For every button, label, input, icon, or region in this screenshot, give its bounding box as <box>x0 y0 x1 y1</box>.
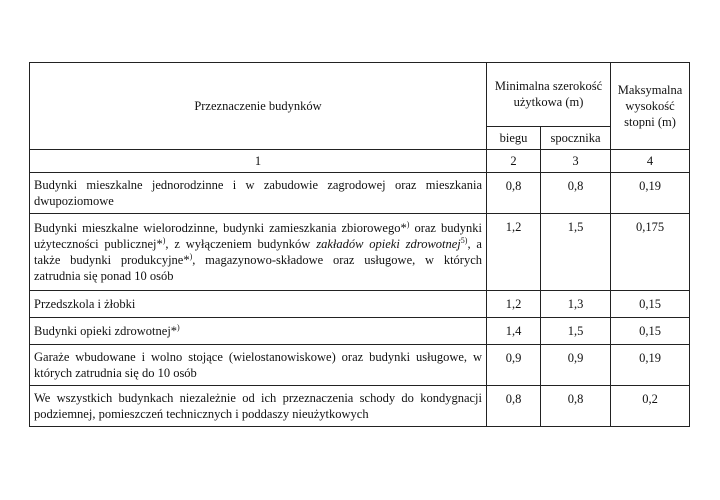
stairs-requirements-table <box>29 62 690 427</box>
step-height-cell: 0,15 <box>611 291 690 318</box>
building-purpose-cell <box>30 318 487 345</box>
flight-width-cell: 1,2 <box>487 291 541 318</box>
step-height-cell: 0,19 <box>611 173 690 214</box>
landing-width-cell: 1,3 <box>541 291 611 318</box>
column-number: 2 <box>487 150 541 173</box>
building-purpose-cell: Budynki mieszkalne jednorodzinne i w zabudowie zagrodowej oraz mieszkania dwupoziomowe <box>30 173 487 214</box>
footnote-mark: ) <box>406 220 410 229</box>
landing-width-cell: 0,8 <box>541 386 611 427</box>
landing-width-cell: 1,5 <box>541 214 611 291</box>
flight-width-cell: 1,2 <box>487 214 541 291</box>
desc-text: Budynki mieszkalne wielorodzinne, budynki zamieszkania zbiorowego* <box>34 221 407 235</box>
desc-italic-text: zakładów opieki zdrowotnej <box>316 237 461 251</box>
table-row <box>30 291 690 318</box>
step-height-cell: 0,175 <box>611 214 690 291</box>
flight-width-cell: 1,4 <box>487 318 541 345</box>
column-number: 4 <box>611 150 690 173</box>
flight-width-cell: 0,8 <box>487 173 541 214</box>
flight-width-cell: 0,8 <box>487 386 541 427</box>
landing-width-cell: 0,8 <box>541 173 611 214</box>
footnote-mark: 5) <box>460 236 468 245</box>
desc-text: oraz budynki użyteczności publicznej* <box>34 221 483 251</box>
desc-text: , z wyłączeniem budynków <box>165 237 317 251</box>
footnote-mark: ) <box>177 323 180 332</box>
step-height-cell: 0,2 <box>611 386 690 427</box>
header-landing: spocznika <box>541 126 611 149</box>
column-number: 1 <box>30 150 487 173</box>
landing-width-cell: 0,9 <box>541 345 611 386</box>
desc-text: , magazynowo-składowe oraz usługowe, w których zatrudnia się ponad 10 osób <box>34 253 482 283</box>
desc-text: , a także budynki produkcyjne* <box>34 237 482 267</box>
building-purpose-cell: Garaże wbudowane i wolno stojące (wielostanowiskowe) oraz budynki usługowe, w których zatrudnia się do 10 osób <box>30 345 487 386</box>
table-row <box>30 214 690 291</box>
building-purpose-cell: Przedszkola i żłobki <box>30 291 487 318</box>
step-height-cell: 0,15 <box>611 318 690 345</box>
building-purpose-cell: We wszystkich budynkach niezależnie od ich przeznaczenia schody do kondygnacji podziemnej, pomieszczeń technicznych i poddaszy nieużytkowych <box>30 386 487 427</box>
building-purpose-cell <box>30 214 487 291</box>
column-number-row <box>30 150 690 173</box>
column-number: 3 <box>541 150 611 173</box>
header-max-step-height: Maksymalna wysokość stopni (m) <box>611 63 690 150</box>
header-purpose: Przeznaczenie budynków <box>30 63 487 150</box>
table-row <box>30 318 690 345</box>
flight-width-cell: 0,9 <box>487 345 541 386</box>
step-height-cell: 0,19 <box>611 345 690 386</box>
footnote-mark: ) <box>162 236 166 245</box>
header-flight: biegu <box>487 126 541 149</box>
landing-width-cell: 1,5 <box>541 318 611 345</box>
header-row <box>30 63 690 127</box>
header-min-width: Minimalna szerokość użytkowa (m) <box>487 63 611 127</box>
table-row <box>30 386 690 427</box>
footnote-mark: ) <box>189 252 193 261</box>
table-row <box>30 173 690 214</box>
table-row <box>30 345 690 386</box>
desc-text: Budynki opieki zdrowotnej* <box>34 324 178 338</box>
